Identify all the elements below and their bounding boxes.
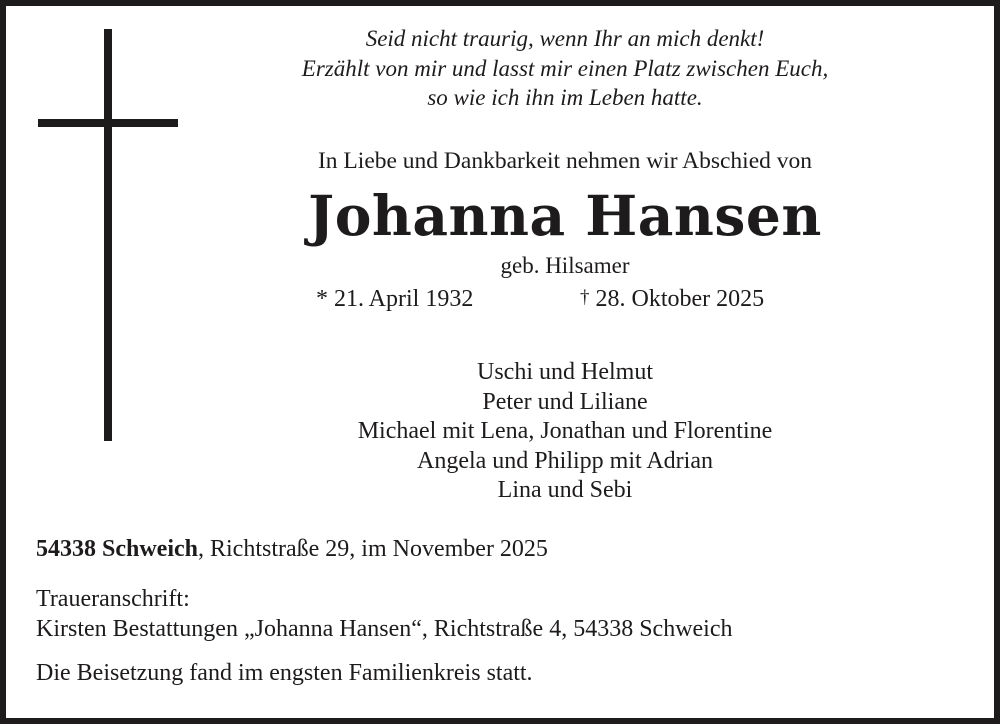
family-list [160, 358, 970, 506]
mourning-address [36, 585, 733, 644]
family-line: Peter und Liliane [482, 388, 648, 415]
death-date-line [580, 286, 764, 313]
place-date-line [36, 536, 548, 563]
cross-icon [104, 29, 112, 441]
poem-line: so wie ich ihn im Leben hatte. [427, 85, 703, 110]
deceased-name: Johanna Hansen [308, 183, 822, 248]
birth-date-line [316, 286, 473, 313]
intro-text: In Liebe und Dankbarkeit nehmen wir Abschied von [317, 148, 813, 174]
poem-line: Seid nicht traurig, wenn Ihr an mich denkt! [365, 26, 765, 51]
family-line: Angela und Philipp mit Adrian [417, 447, 713, 474]
birth-name: geb. Hilsamer [500, 253, 630, 278]
birth-symbol: * [316, 286, 328, 312]
birth-date: 21. April 1932 [334, 286, 474, 312]
death-date: 28. Oktober 2025 [595, 286, 765, 312]
place-rest: , Richtstraße 29, im November 2025 [198, 536, 548, 562]
family-line: Michael mit Lena, Jonathan und Florentine [357, 418, 773, 444]
dagger-icon: † [580, 287, 590, 308]
place-city: 54338 Schweich [36, 536, 198, 562]
cross-icon-bar [38, 119, 178, 127]
family-line: Uschi und Helmut [477, 359, 653, 385]
mourning-address-label: Traueranschrift: [36, 586, 190, 612]
family-line: Lina und Sebi [497, 477, 633, 503]
poem-line: Erzählt von mir und lasst mir einen Platz zwischen Euch, [301, 55, 829, 81]
mourning-address-text: Kirsten Bestattungen „Johanna Hansen“, Richtstraße 4, 54338 Schweich [36, 615, 733, 642]
closing-text: Die Beisetzung fand im engsten Familienkreis statt. [36, 660, 533, 686]
poem [160, 24, 970, 113]
